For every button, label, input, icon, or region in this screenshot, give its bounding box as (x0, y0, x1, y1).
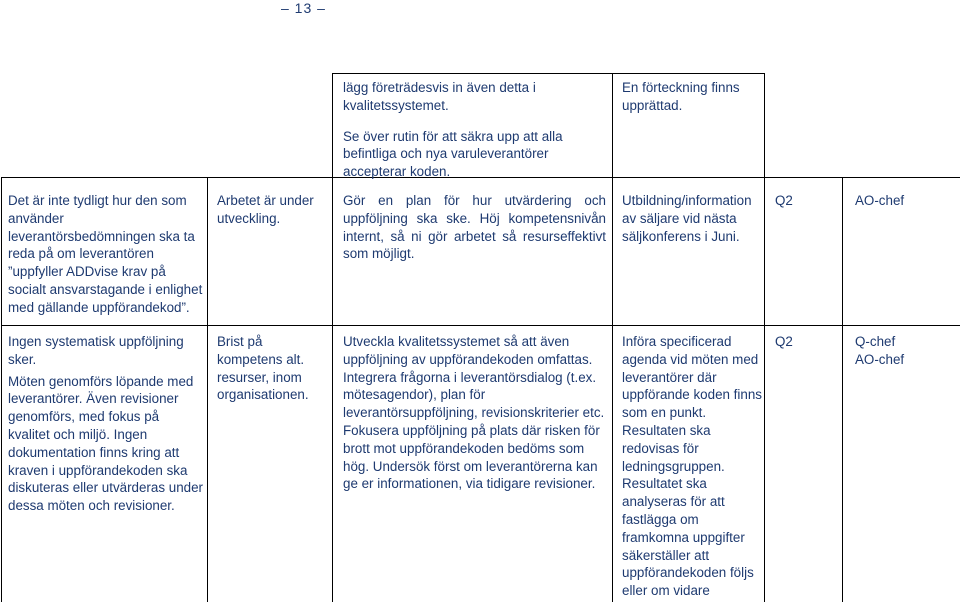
row1-quarter-cell (775, 192, 835, 210)
table-border (332, 73, 764, 74)
row2-responsible-text-1: Q-chef (855, 334, 896, 349)
page-number: – 13 – (281, 0, 326, 16)
table-border (207, 178, 208, 602)
row2-observation-text-2: Möten genomförs löpande med leverantörer. Även revisioner genomförs, med fokus på kvalitet och miljö. Ingen dokumentation finns kring att kraven i uppförandekoden ska diskuteras eller utvärderas under dessa möten och revisioner. (8, 373, 204, 514)
row2-observation-text-1: Ingen systematisk uppföljning sker. (8, 334, 184, 367)
row0-followup-text: En förteckning finns upprättad. (622, 80, 740, 113)
row2-responsible-cell (855, 333, 955, 369)
row2-followup-cell (622, 333, 762, 600)
row1-observation-text: Det är inte tydligt hur den som använder leverantörsbedömningen ska ta reda på om leverantören ”uppfyller ADDvise krav på socialt ansvarstagande i enlighet med gällande uppförandekod”. (8, 193, 203, 315)
row2-measure-text: Utveckla kvalitetssystemet så att även uppföljning av uppförandekoden omfattas. Integrera frågorna i leverantörsdialog (t.ex. mötesagendor), plan för leverantörsuppföljning, revisionskriterier etc. Fokusera uppföljning på plats där risken för brott mot uppförandekoden bedöms som hög. Undersök först om leverantörerna kan ge er informationen, via tidigare revisioner. (343, 334, 605, 492)
row1-cause-cell (217, 192, 327, 228)
row2-cause-text: Brist på kompetens alt. resurser, inom organisationen. (217, 334, 309, 403)
row0-measure-text-2: Se över rutin för att säkra upp att alla befintliga och nya varuleverantörer accepterar koden. (343, 128, 563, 180)
table-border (1, 178, 2, 602)
row1-quarter-text: Q2 (775, 193, 793, 208)
table-border (612, 178, 613, 602)
table-border (1, 325, 960, 326)
table-border (764, 73, 765, 177)
row1-followup-text: Utbildning/information av säljare vid nästa säljkonferens i Juni. (622, 193, 752, 244)
row2-measure-cell (343, 333, 609, 493)
row1-measure-text: Gör en plan för hur utvärdering och uppföljning ska ske. Höj kompetensnivån internt, så ni gör arbetet så resurseffektivt som möjligt. (343, 193, 606, 262)
row0-followup-cell (622, 79, 760, 115)
table-border (612, 73, 613, 177)
row2-followup-text: Införa specificerad agenda vid möten med leverantörer där uppförande koden finns som en punkt. Resultaten ska redovisas för ledningsgruppen. Resultatet ska analyseras för att fastlägga om framkomna uppgifter säkerställer att uppförandekoden följs eller om vidare (622, 334, 762, 599)
row0-measure-text-1: lägg företrädesvis in även detta i kvalitetssystemet. (343, 80, 536, 113)
table-border (332, 73, 333, 177)
row0-measure-cell (343, 79, 605, 181)
row2-quarter-text: Q2 (775, 334, 793, 349)
row2-quarter-cell (775, 333, 835, 351)
row1-cause-text: Arbetet är under utveckling. (217, 193, 314, 226)
row2-observation-cell (8, 333, 204, 515)
table-border (764, 178, 765, 602)
row2-cause-cell (217, 333, 323, 404)
row1-responsible-cell (855, 192, 955, 210)
table-border (332, 178, 333, 602)
row2-responsible-text-2: AO-chef (855, 351, 905, 367)
row1-observation-cell (8, 192, 204, 317)
row1-responsible-text: AO-chef (855, 193, 905, 208)
row1-measure-cell (343, 192, 606, 263)
row1-followup-cell (622, 192, 762, 245)
table-border (842, 178, 843, 602)
